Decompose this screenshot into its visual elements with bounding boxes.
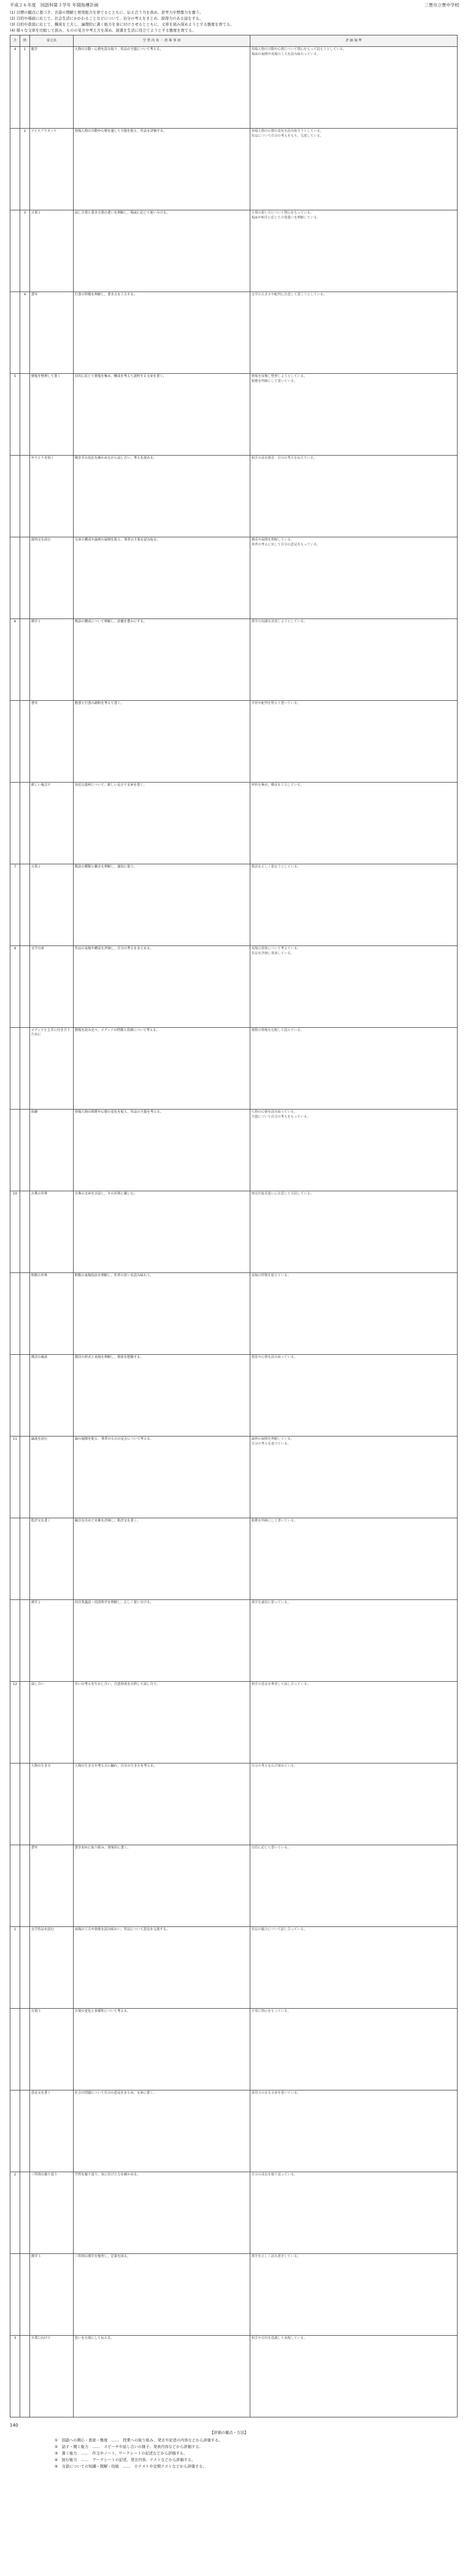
criteria-cell bbox=[250, 1191, 458, 1273]
criteria-item: 作品について自分の考えをもち、交流している。 bbox=[251, 134, 323, 138]
month-cell: 12 bbox=[10, 1682, 20, 1763]
content-cell: 登場人物の言動や心情を通して主題を捉え、作品を評価する。 bbox=[74, 129, 250, 210]
hours-cell: 3 bbox=[20, 210, 30, 292]
content-cell: 聞き手の反応を確かめながら話し合い、考えを深める。 bbox=[74, 456, 250, 537]
content-cell: 互いの考えを生かし合い、合意形成を目指して話し合う。 bbox=[74, 1682, 250, 1763]
hours-cell bbox=[20, 2009, 30, 2090]
criteria-cell bbox=[250, 1437, 458, 1518]
header-unit: 単元名 bbox=[30, 35, 74, 47]
evaluation-item: ⑤ 言語についての知識・理解・技能 …… 小テストや定期テストなどから評価する。 bbox=[55, 2464, 207, 2469]
content-cell: 書き初めに取り組み、効果的に書く。 bbox=[74, 1845, 250, 1927]
month-cell bbox=[10, 783, 20, 864]
unit-cell: 論説を読む bbox=[30, 1437, 74, 1518]
content-cell: 三年間の漢字を復習し、定着を図る。 bbox=[74, 2254, 250, 2336]
hours-cell bbox=[20, 456, 30, 537]
table-row bbox=[10, 374, 458, 456]
header-month: 月 bbox=[10, 35, 20, 47]
evaluation-item: ④ 読む能力 …… ワークシートの記述、発言内容、テストなどから評価する。 bbox=[55, 2458, 195, 2462]
unit-cell: 故郷 bbox=[30, 1110, 74, 1191]
hours-cell bbox=[20, 1028, 30, 1110]
criteria-cell bbox=[250, 210, 458, 292]
month-cell bbox=[10, 537, 20, 619]
table-row bbox=[10, 292, 458, 374]
header-hours: 時 bbox=[20, 35, 30, 47]
unit-cell: やりとりを短く bbox=[30, 456, 74, 537]
month-cell: 2 bbox=[10, 2172, 20, 2254]
criteria-item: 漢字の知識を活用しようとしている。 bbox=[251, 620, 308, 623]
criteria-item: 情景や心情を読み取っている。 bbox=[251, 1355, 298, 1359]
hours-cell: 4 bbox=[20, 292, 30, 374]
unit-cell: 三年間の振り返り bbox=[30, 2172, 74, 2254]
criteria-cell bbox=[250, 537, 458, 619]
criteria-item: 場面の展開や表現の工夫を読み味わっている。 bbox=[251, 52, 320, 56]
criteria-item: 歴史的仮名遣いに注意して音読している。 bbox=[251, 1192, 314, 1196]
evaluation-item: ② 話す・聞く能力 …… スピーチや話し合いの様子、発表内容などから評価する。 bbox=[55, 2445, 203, 2449]
criteria-item: 作品の魅力について話し合っている。 bbox=[251, 1928, 307, 1931]
month-cell bbox=[10, 1355, 20, 1437]
unit-cell: 言葉２ bbox=[30, 864, 74, 946]
criteria-cell bbox=[250, 2172, 458, 2254]
criteria-item: 根拠を明確にして書いている。 bbox=[251, 379, 298, 383]
month-cell: 11 bbox=[10, 1437, 20, 1518]
table-row bbox=[10, 2336, 458, 2417]
content-cell: 古典の文章を音読し、その世界に親しむ。 bbox=[74, 1191, 250, 1273]
hours-cell bbox=[20, 864, 30, 946]
content-cell: 学習を振り返り、身に付けた力を確かめる。 bbox=[74, 2172, 250, 2254]
criteria-item: 言葉の使い方について関心をもっている。 bbox=[251, 211, 314, 215]
hours-cell bbox=[20, 2254, 30, 2336]
table-row bbox=[10, 864, 458, 946]
unit-cell: 話し合い bbox=[30, 1682, 74, 1763]
criteria-item: 場面や相手に応じた言葉遣いを理解している。 bbox=[251, 216, 321, 220]
content-cell: 作品の表現や構成を評価し、自分の考えをまとめる。 bbox=[74, 946, 250, 1028]
criteria-cell bbox=[250, 1518, 458, 1600]
hours-cell bbox=[20, 374, 30, 456]
criteria-cell bbox=[250, 1273, 458, 1355]
table-row bbox=[10, 701, 458, 783]
criteria-item: 情報を収集し整理しようとしている。 bbox=[251, 374, 308, 378]
table-row bbox=[10, 456, 458, 537]
criteria-item: 材料を集め、構成を工夫している。 bbox=[251, 783, 304, 787]
month-cell: 6 bbox=[10, 619, 20, 701]
table-row bbox=[10, 2254, 458, 2336]
criteria-item: 敬語を正しく使おうとしている。 bbox=[251, 865, 301, 869]
content-cell: 敬語の種類と働きを理解し、適切に使う。 bbox=[74, 864, 250, 946]
criteria-cell bbox=[250, 1355, 458, 1437]
criteria-cell bbox=[250, 1845, 458, 1927]
content-cell: 登場人物の関係や心情の変化を捉え、作品の主題を考える。 bbox=[74, 1110, 250, 1191]
criteria-cell bbox=[250, 1600, 458, 1682]
criteria-item: 論理の展開を理解している。 bbox=[251, 1437, 294, 1441]
unit-cell: 古典の世界 bbox=[30, 1191, 74, 1273]
content-cell: 社会の問題について自分の意見をまとめ、文章に書く。 bbox=[74, 2090, 250, 2172]
criteria-cell bbox=[250, 47, 458, 129]
criteria-cell bbox=[250, 2090, 458, 2172]
table-row bbox=[10, 2090, 458, 2172]
header-content: 学 習 内 容 ・ 指 導 事 項 bbox=[74, 35, 250, 47]
criteria-item: 目的に応じて書いている。 bbox=[251, 1846, 291, 1850]
unit-cell: 説明文を読む bbox=[30, 537, 74, 619]
goal-item: (3) 目的や意図に応じて、構成を工夫し、論理的に書く能力を身に付けさせるとともに、文章を読み深めようとする態度を育てる。 bbox=[10, 22, 234, 27]
month-cell bbox=[10, 210, 20, 292]
criteria-item: 複数の情報を比較して読んでいる。 bbox=[251, 1028, 304, 1032]
criteria-item: 表現の特徴を捉えている。 bbox=[251, 1274, 291, 1277]
hours-cell bbox=[20, 1191, 30, 1273]
school-name: 三豊市立豊中学校 bbox=[424, 3, 459, 8]
month-cell bbox=[10, 2090, 20, 2172]
unit-cell: メディアと上手に付き合うために bbox=[30, 1028, 74, 1110]
unit-cell: 書写 bbox=[30, 701, 74, 783]
criteria-item: 表現の効果について考えている。 bbox=[251, 947, 300, 950]
content-cell: 熟語の構成について理解し、語彙を豊かにする。 bbox=[74, 619, 250, 701]
page-number: 140 bbox=[10, 2423, 19, 2428]
criteria-item: 自分の考えを広げ深めている。 bbox=[251, 1764, 298, 1768]
table-row bbox=[10, 946, 458, 1028]
hours-cell bbox=[20, 1518, 30, 1600]
criteria-cell bbox=[250, 129, 458, 210]
content-cell: 情報を読み比べ、メディアの特徴と役割について考える。 bbox=[74, 1028, 250, 1110]
table-row bbox=[10, 210, 458, 292]
month-cell bbox=[10, 2254, 20, 2336]
criteria-item: 相手の意見を尊重して話し合っている。 bbox=[251, 1682, 311, 1686]
evaluation-title: 【評価の観点・方法】 bbox=[210, 2430, 248, 2435]
criteria-cell bbox=[250, 1028, 458, 1110]
month-cell: 9 bbox=[10, 946, 20, 1028]
criteria-item: 相手や目的を意識して表現している。 bbox=[251, 2336, 308, 2340]
unit-cell: 漢字１ bbox=[30, 619, 74, 701]
hours-cell bbox=[20, 2336, 30, 2417]
hours-cell bbox=[20, 783, 30, 864]
hours-cell: 2 bbox=[20, 129, 30, 210]
content-cell: 言葉の変化と多様性について考える。 bbox=[74, 2009, 250, 2090]
criteria-cell bbox=[250, 1927, 458, 2009]
table-row bbox=[10, 1763, 458, 1845]
criteria-item: 筆者の考えに対して自分の意見をもっている。 bbox=[251, 543, 321, 547]
month-cell bbox=[10, 1273, 20, 1355]
content-cell: 話し言葉と書き言葉の違いを理解し、場面に応じて使い分ける。 bbox=[74, 210, 250, 292]
criteria-cell bbox=[250, 456, 458, 537]
criteria-item: 自分の考えを述べている。 bbox=[251, 1442, 291, 1446]
table-row bbox=[10, 1600, 458, 1682]
content-cell: 行書の特徴を理解し、書き方を工夫する。 bbox=[74, 292, 250, 374]
table-row bbox=[10, 47, 458, 129]
month-cell: 3 bbox=[10, 2336, 20, 2417]
goal-item: (4) 様々な文章を比較して読み、ものの見方や考え方を深め、読書を生活に役立てようとする態度を育てる。 bbox=[10, 28, 196, 33]
hours-cell bbox=[20, 1682, 30, 1763]
criteria-cell bbox=[250, 2254, 458, 2336]
criteria-cell bbox=[250, 619, 458, 701]
criteria-item: 文字の大きさや配列に注意して書こうとしている。 bbox=[251, 293, 327, 296]
criteria-item: 言葉に関心をもっている。 bbox=[251, 2009, 291, 2013]
table-row bbox=[10, 1110, 458, 1191]
hours-cell bbox=[20, 537, 30, 619]
hours-cell bbox=[20, 1355, 30, 1437]
unit-cell: 批評文を書く bbox=[30, 1518, 74, 1600]
table-row bbox=[10, 1682, 458, 1763]
table-row bbox=[10, 619, 458, 701]
criteria-item: 相手の話を聞き、自分の考えを伝えている。 bbox=[251, 456, 317, 460]
unit-cell: 言葉３ bbox=[30, 2009, 74, 2090]
criteria-item: 字形や配列を整えて書いている。 bbox=[251, 701, 301, 705]
document-title: 平成２６年度 国語科第３学年 年間指導計画 bbox=[10, 3, 99, 8]
month-cell bbox=[10, 1110, 20, 1191]
criteria-item: 自分の成長を振り返っている。 bbox=[251, 2173, 298, 2177]
month-cell: 4 bbox=[10, 47, 20, 129]
table-row bbox=[10, 1028, 458, 1110]
criteria-cell bbox=[250, 1110, 458, 1191]
hours-cell bbox=[20, 2090, 30, 2172]
month-cell bbox=[10, 1763, 20, 1845]
table-row bbox=[10, 129, 458, 210]
hours-cell bbox=[20, 1763, 30, 1845]
table-row bbox=[10, 1845, 458, 1927]
hours-cell: 1 bbox=[20, 47, 30, 129]
criteria-cell bbox=[250, 946, 458, 1028]
hours-cell bbox=[20, 1927, 30, 2009]
unit-cell: 漢詩の風景 bbox=[30, 1355, 74, 1437]
evaluation-item: ① 国語への関心・意欲・態度 …… 授業への取り組み、発言や記述の内容などから評価する。 bbox=[55, 2438, 223, 2442]
criteria-item: 構成や展開を理解している。 bbox=[251, 538, 294, 542]
unit-cell: 新しい視点で bbox=[30, 783, 74, 864]
criteria-item: 漢字を適切に使っている。 bbox=[251, 1601, 291, 1604]
month-cell: 10 bbox=[10, 1191, 20, 1273]
hours-cell bbox=[20, 1273, 30, 1355]
content-cell: 身近な題材について、新しい見方で文章を書く。 bbox=[74, 783, 250, 864]
table-row bbox=[10, 1191, 458, 1273]
criteria-cell bbox=[250, 374, 458, 456]
content-cell: 論の展開を捉え、筆者のものの見方について考える。 bbox=[74, 1437, 250, 1518]
hours-cell bbox=[20, 1110, 30, 1191]
month-cell bbox=[10, 1028, 20, 1110]
table-row bbox=[10, 2009, 458, 2090]
month-cell bbox=[10, 1518, 20, 1600]
criteria-cell bbox=[250, 864, 458, 946]
goal-item: (1) 目標の観点に基づき、言語の理解と使用能力を育てるとともに、伝え合う力を高め、思考力や想像力を養う。 bbox=[10, 10, 203, 15]
table-row bbox=[10, 1927, 458, 2009]
month-cell: 7 bbox=[10, 864, 20, 946]
content-cell: 人物の言動・心情を読み取り、作品の主題について考える。 bbox=[74, 47, 250, 129]
month-cell bbox=[10, 1600, 20, 1682]
month-cell bbox=[10, 456, 20, 537]
criteria-cell bbox=[250, 783, 458, 864]
criteria-item: 人物の心情を読み取っている。 bbox=[251, 1110, 298, 1114]
hours-cell bbox=[20, 1437, 30, 1518]
unit-cell: 情報を整理して書く bbox=[30, 374, 74, 456]
goal-item: (2) 目的や場面に応じて、社会生活にかかわることなどについて、自分の考えをまとめ、説得力のある話をする。 bbox=[10, 16, 203, 21]
criteria-item: 根拠を明確にして書いている。 bbox=[251, 1519, 298, 1523]
table-row bbox=[10, 1355, 458, 1437]
criteria-item: 主題について自分の考えをもっている。 bbox=[251, 1115, 310, 1119]
header-criteria: 評 価 規 準 bbox=[250, 35, 458, 47]
table-row bbox=[10, 1437, 458, 1518]
evaluation-notes bbox=[55, 2429, 404, 2470]
unit-cell: 言葉１ bbox=[30, 210, 74, 292]
content-cell: 目的に応じて情報を集め、構成を考えて説明する文章を書く。 bbox=[74, 374, 250, 456]
criteria-cell bbox=[250, 1763, 458, 1845]
unit-cell: 人物の生き方 bbox=[30, 1763, 74, 1845]
content-cell: 和歌の表現技法を理解し、作者の思いを読み味わう。 bbox=[74, 1273, 250, 1355]
table-row bbox=[10, 1518, 458, 1600]
content-cell: 漢詩の形式と表現を理解し、情景を想像する。 bbox=[74, 1355, 250, 1437]
unit-cell: 卒業に向けて bbox=[30, 2336, 74, 2417]
hours-cell bbox=[20, 701, 30, 783]
evaluation-item: ③ 書く能力 …… 作文やノート、ワークシートの記述などから評価する。 bbox=[55, 2451, 188, 2456]
unit-cell: 文学の扉 bbox=[30, 946, 74, 1028]
criteria-cell bbox=[250, 1682, 458, 1763]
content-cell: 楷書と行書の調和を考えて書く。 bbox=[74, 701, 250, 783]
table-row bbox=[10, 783, 458, 864]
criteria-cell bbox=[250, 2009, 458, 2090]
content-cell: 人物の生き方や考え方に触れ、自分の生き方を考える。 bbox=[74, 1763, 250, 1845]
month-cell bbox=[10, 701, 20, 783]
criteria-cell bbox=[250, 292, 458, 374]
criteria-item: 作品を評価し発表している。 bbox=[251, 951, 294, 955]
annual-plan-table bbox=[10, 35, 458, 2417]
hours-cell bbox=[20, 619, 30, 701]
month-cell bbox=[10, 1845, 20, 1927]
unit-cell: 文学作品を読む bbox=[30, 1927, 74, 2009]
criteria-item: 説得力のある文章を書いている。 bbox=[251, 2091, 301, 2095]
unit-cell: 漢字２ bbox=[30, 1600, 74, 1682]
month-cell bbox=[10, 292, 20, 374]
hours-cell bbox=[20, 946, 30, 1028]
month-cell: 5 bbox=[10, 374, 20, 456]
content-cell: 文章の構成や論理の展開を捉え、筆者の主張を読み取る。 bbox=[74, 537, 250, 619]
criteria-cell bbox=[250, 2336, 458, 2417]
unit-cell: 和歌の世界 bbox=[30, 1273, 74, 1355]
content-cell: 表現の工夫や効果を読み味わい、作品について意見を交流する。 bbox=[74, 1927, 250, 2009]
hours-cell bbox=[20, 1600, 30, 1682]
month-cell bbox=[10, 2009, 20, 2090]
table-header-row bbox=[10, 35, 458, 47]
content-cell: 同音異義語・同訓異字を理解し、正しく使い分ける。 bbox=[74, 1600, 250, 1682]
unit-cell: 意見文を書く bbox=[30, 2090, 74, 2172]
unit-cell: 握手 bbox=[30, 47, 74, 129]
month-cell bbox=[10, 129, 20, 210]
unit-cell: 書写 bbox=[30, 1845, 74, 1927]
month-cell: 1 bbox=[10, 1927, 20, 2009]
content-cell: 観点を決めて対象を評価し、批評文を書く。 bbox=[74, 1518, 250, 1600]
hours-cell bbox=[20, 2172, 30, 2254]
goals-section bbox=[10, 10, 457, 34]
criteria-item: 登場人物の言動や心情について関心をもって読もうとしている。 bbox=[251, 47, 346, 51]
criteria-item: 漢字を正しく読み書きしている。 bbox=[251, 2254, 301, 2258]
unit-cell: アイスプラネット bbox=[30, 129, 74, 210]
criteria-item: 登場人物の心情の変化を読み取ろうとしている。 bbox=[251, 129, 324, 133]
page-header bbox=[10, 2, 459, 9]
hours-cell bbox=[20, 1845, 30, 1927]
table-row bbox=[10, 1273, 458, 1355]
content-cell: 思いを言葉にして伝える。 bbox=[74, 2336, 250, 2417]
unit-cell: 漢字３ bbox=[30, 2254, 74, 2336]
table-row bbox=[10, 2172, 458, 2254]
table-row bbox=[10, 537, 458, 619]
criteria-cell bbox=[250, 701, 458, 783]
unit-cell: 書写 bbox=[30, 292, 74, 374]
